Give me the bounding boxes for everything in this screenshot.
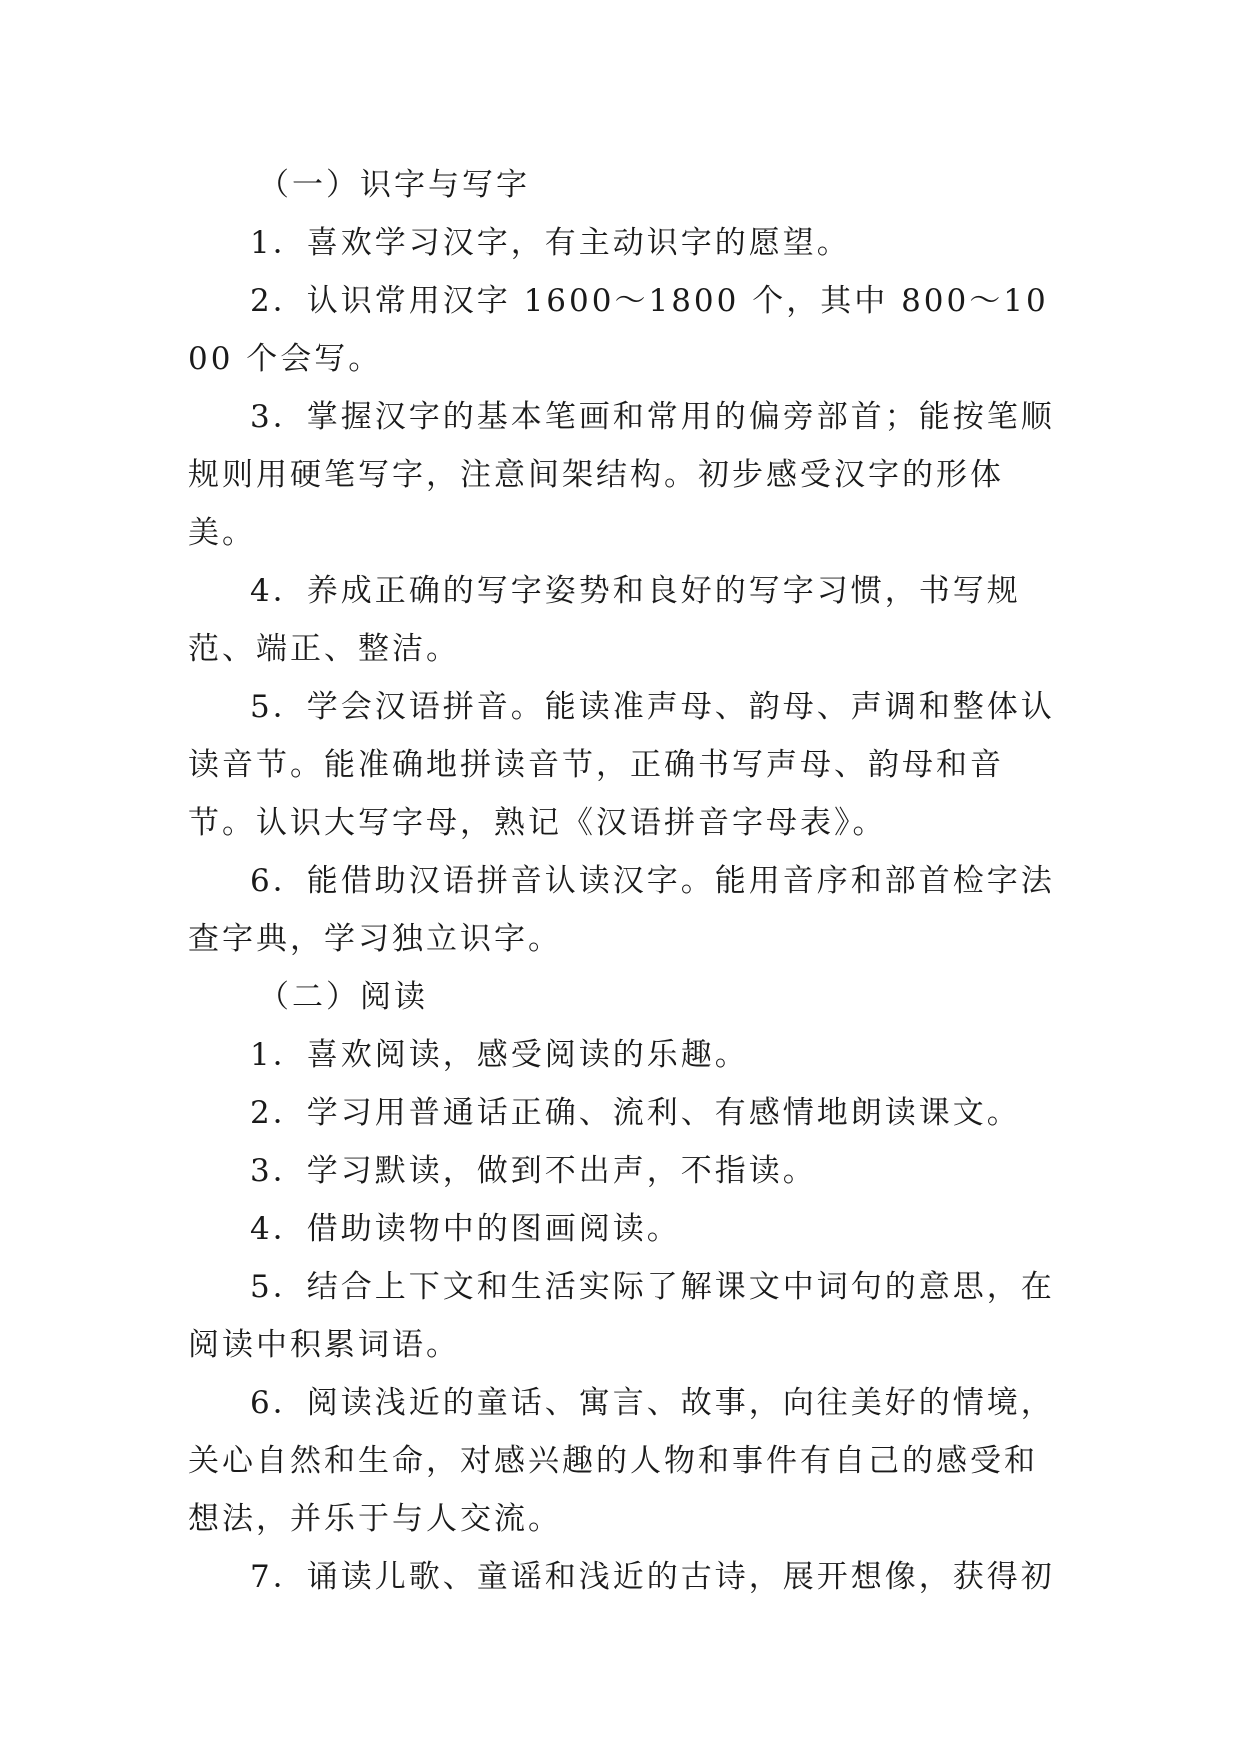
literacy-item-1: 1．喜欢学习汉字，有主动识字的愿望。 <box>250 225 851 261</box>
literacy-item-4: 4．养成正确的写字姿势和良好的写字习惯，书写规范、端正、整洁。 <box>188 573 1021 667</box>
reading-item-6: 6．阅读浅近的童话、寓言、故事，向往美好的情境，关心自然和生命，对感兴趣的人物和事件有自己的感受和想法，并乐于与人交流。 <box>188 1385 1055 1537</box>
literacy-item-3: 3．掌握汉字的基本笔画和常用的偏旁部首；能按笔顺规则用硬笔写字，注意间架结构。初步感受汉字的形体美。 <box>188 399 1055 551</box>
section-heading-literacy: （一）识字与写字 <box>258 167 530 203</box>
reading-item-2: 2．学习用普通话正确、流利、有感情地朗读课文。 <box>250 1095 1021 1131</box>
reading-item-5: 5．结合上下文和生活实际了解课文中词句的意思，在阅读中积累词语。 <box>188 1269 1055 1363</box>
literacy-item-5: 5．学会汉语拼音。能读准声母、韵母、声调和整体认读音节。能准确地拼读音节，正确书写声母、韵母和音节。认识大写字母，熟记《汉语拼音字母表》。 <box>188 689 1055 841</box>
document-body <box>188 156 1068 1606</box>
reading-item-1: 1．喜欢阅读，感受阅读的乐趣。 <box>250 1037 749 1073</box>
reading-item-4: 4．借助读物中的图画阅读。 <box>250 1211 681 1247</box>
reading-item-3: 3．学习默读，做到不出声，不指读。 <box>250 1153 817 1189</box>
literacy-item-2: 2．认识常用汉字 1600～1800 个，其中 800～1000 个会写。 <box>188 283 1049 377</box>
literacy-item-6: 6．能借助汉语拼音认读汉字。能用音序和部首检字法查字典，学习独立识字。 <box>188 863 1055 957</box>
reading-item-7: 7．诵读儿歌、童谣和浅近的古诗，展开想像，获得初 <box>250 1559 1055 1595</box>
section-heading-reading: （二）阅读 <box>258 979 428 1015</box>
